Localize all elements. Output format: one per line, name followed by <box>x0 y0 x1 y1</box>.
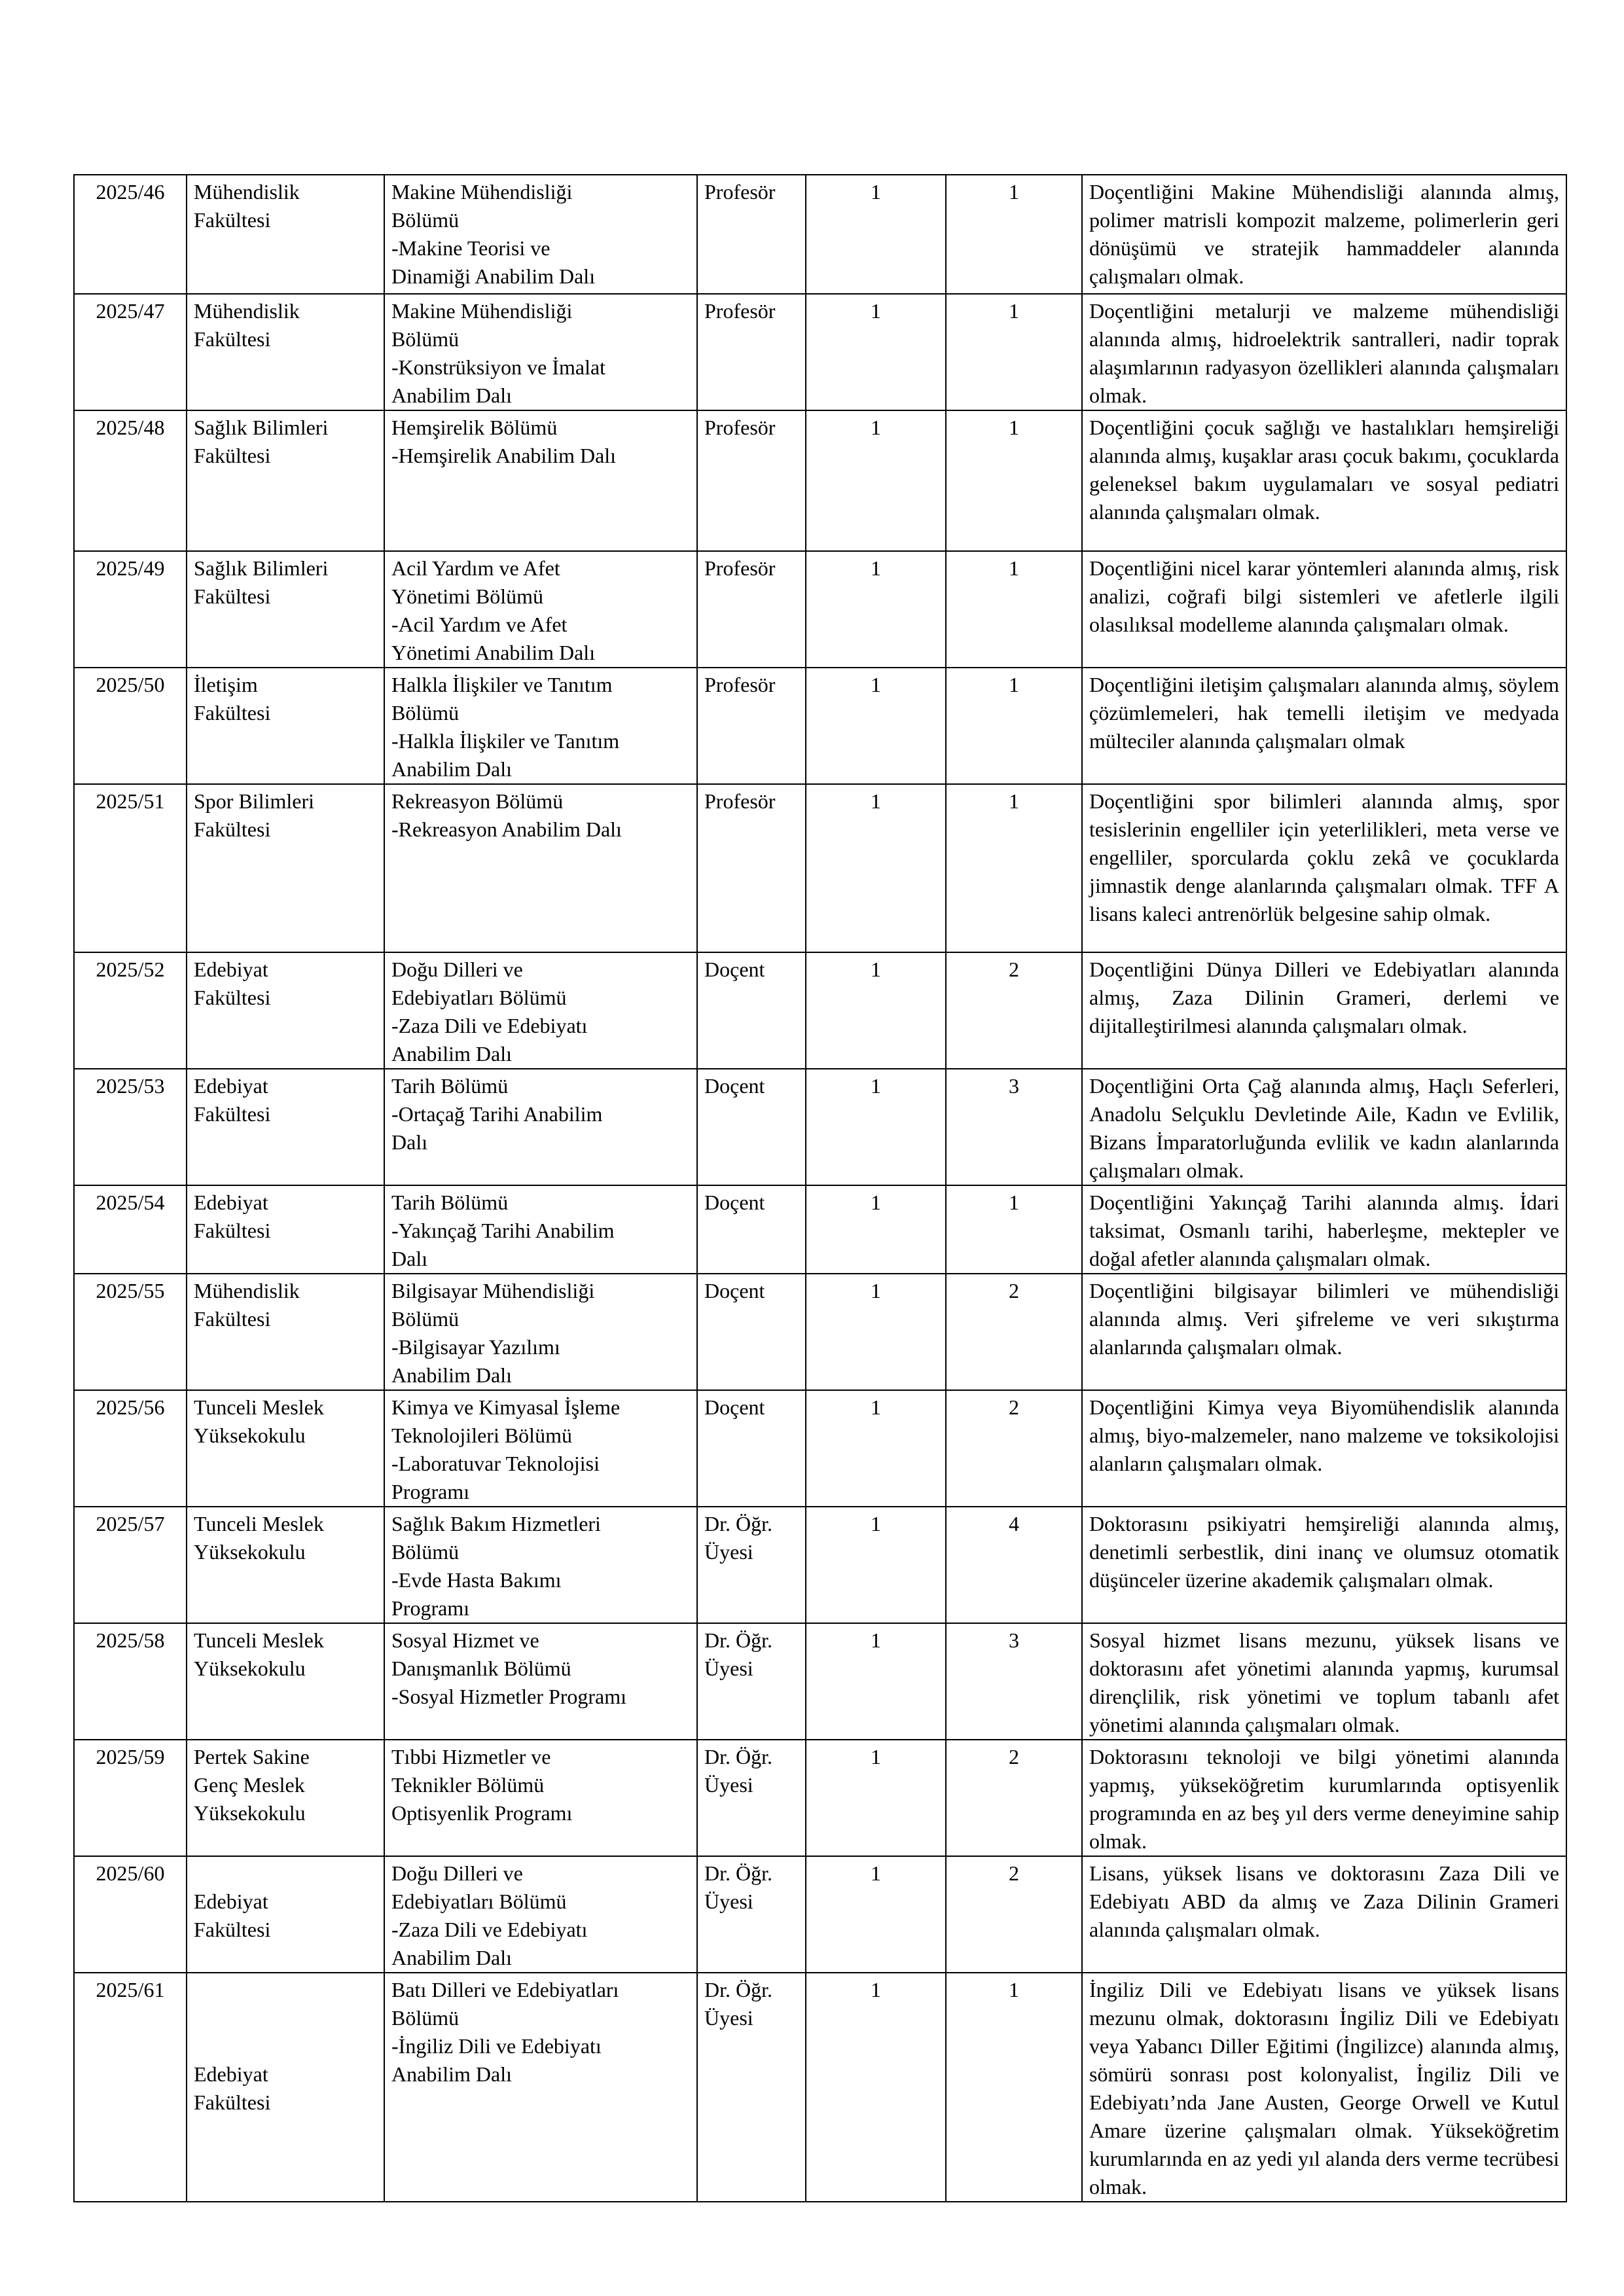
department-line: Bölümü <box>391 1307 460 1331</box>
department-line: Makine Mühendisliği <box>391 299 573 323</box>
position-points: 3 <box>946 1623 1082 1740</box>
position-points: 1 <box>946 1973 1082 2202</box>
department-name <box>384 1390 697 1507</box>
table-row <box>74 1740 1566 1856</box>
department-line: Bölümü <box>391 327 460 351</box>
title-line: Üyesi <box>704 2006 753 2030</box>
position-requirements: Doçentliğini metalurji ve malzeme mühendisliği alanında almış, hidroelektrik santralleri, nadir toprak alaşımlarının radyasyon özellikleri alanında çalışmaları olmak. <box>1082 294 1566 410</box>
department-name <box>384 551 697 668</box>
position-requirements: Doçentliğini nicel karar yöntemleri alanında almış, risk analizi, coğrafi bilgi sistemleri ve afetlerle ilgili olasılıksal modelleme alanında çalışmaları olmak. <box>1082 551 1566 668</box>
department-line: Bölümü <box>391 208 460 232</box>
faculty-line: Tunceli Meslek <box>194 1628 324 1652</box>
position-code: 2025/58 <box>74 1623 187 1740</box>
table-row <box>74 952 1566 1069</box>
faculty-line: Fakültesi <box>194 1102 271 1126</box>
department-line: Bölümü <box>391 2006 460 2030</box>
position-points: 2 <box>946 1740 1082 1856</box>
faculty-line: Yüksekokulu <box>194 1540 306 1564</box>
position-requirements: Doçentliğini Yakınçağ Tarihi alanında almış. İdari taksimat, Osmanlı tarihi, haberleşme, mektepler ve doğal afetler alanında çalışmaları olmak. <box>1082 1185 1566 1274</box>
department-line: Dalı <box>391 1247 428 1270</box>
department-line: Edebiyatları Bölümü <box>391 986 567 1009</box>
faculty-line: Edebiyat <box>194 1890 268 1913</box>
faculty-line: Tunceli Meslek <box>194 1395 324 1419</box>
table-row <box>74 668 1566 784</box>
department-line: -Evde Hasta Bakımı <box>391 1568 562 1592</box>
title-line: Dr. Öğr. <box>704 1745 772 1768</box>
title-line: Üyesi <box>704 1540 753 1564</box>
department-line: -Laboratuvar Teknolojisi <box>391 1452 600 1475</box>
department-line: -Zaza Dili ve Edebiyatı <box>391 1918 588 1941</box>
academic-title <box>697 1973 806 2202</box>
faculty-name <box>187 1069 384 1185</box>
department-line: -Bilgisayar Yazılımı <box>391 1335 560 1359</box>
faculty-line: Fakültesi <box>194 817 271 841</box>
faculty-name <box>187 1185 384 1274</box>
title-line: Üyesi <box>704 1657 753 1680</box>
table-row <box>74 1856 1566 1973</box>
faculty-line: Sağlık Bilimleri <box>194 556 329 580</box>
department-line: Tıbbi Hizmetler ve <box>391 1745 551 1768</box>
faculty-line: Fakültesi <box>194 584 271 608</box>
position-code: 2025/47 <box>74 294 187 410</box>
faculty-line: Mühendislik <box>194 180 300 204</box>
faculty-line: Genç Meslek <box>194 1773 305 1797</box>
faculty-name <box>187 1623 384 1740</box>
position-count: 1 <box>806 175 946 294</box>
position-requirements: Doçentliğini çocuk sağlığı ve hastalıkları hemşireliği alanında almış, kuşaklar arası çocuk bakımı, çocuklarda geleneksel bakım uygulamaları ve sosyal pediatri alanında çalışmaları olmak. <box>1082 410 1566 551</box>
department-line: Anabilim Dalı <box>391 1946 512 1969</box>
academic-title <box>697 294 806 410</box>
department-line: -Zaza Dili ve Edebiyatı <box>391 1014 588 1037</box>
table-row <box>74 1507 1566 1623</box>
academic-title <box>697 1507 806 1623</box>
department-line: Anabilim Dalı <box>391 757 512 781</box>
department-line: -Sosyal Hizmetler Programı <box>391 1685 627 1708</box>
title-line: Doçent <box>704 958 765 981</box>
position-code: 2025/49 <box>74 551 187 668</box>
position-requirements: Doçentliğini iletişim çalışmaları alanında almış, söylem çözümlemeleri, hak temelli iletişim ve medyada mülteciler alanında çalışmaları olmak <box>1082 668 1566 784</box>
position-points: 3 <box>946 1069 1082 1185</box>
position-points: 1 <box>946 551 1082 668</box>
position-count: 1 <box>806 1069 946 1185</box>
faculty-line: Fakültesi <box>194 701 271 725</box>
department-line: -Ortaçağ Tarihi Anabilim <box>391 1102 603 1126</box>
position-requirements: Doçentliğini bilgisayar bilimleri ve mühendisliği alanında almış. Veri şifreleme ve veri sıkıştırma alanlarında çalışmaları olmak. <box>1082 1274 1566 1390</box>
academic-title <box>697 1274 806 1390</box>
position-points: 1 <box>946 294 1082 410</box>
faculty-line: İletişim <box>194 673 258 696</box>
department-line: Dalı <box>391 1130 428 1154</box>
department-name <box>384 1623 697 1740</box>
faculty-name <box>187 175 384 294</box>
department-name <box>384 1185 697 1274</box>
department-line: -Konstrüksiyon ve İmalat <box>391 355 606 379</box>
position-count: 1 <box>806 1856 946 1973</box>
title-line: Doçent <box>704 1074 765 1098</box>
department-name <box>384 1973 697 2202</box>
faculty-name <box>187 410 384 551</box>
position-requirements: Doçentliğini spor bilimleri alanında almış, spor tesislerinin engelliler için yeterlilikleri, meta verse ve engelliler, sporcularda çoklu zekâ ve çocuklarda jimnastik denge alanlarında çalışmaları olmak. TFF A lisans kaleci antrenörlük belgesine sahip olmak. <box>1082 784 1566 952</box>
position-count: 1 <box>806 1274 946 1390</box>
table-row <box>74 1390 1566 1507</box>
faculty-name <box>187 952 384 1069</box>
department-line: Acil Yardım ve Afet <box>391 556 560 580</box>
position-count: 1 <box>806 410 946 551</box>
position-code: 2025/61 <box>74 1973 187 2202</box>
department-line: Bölümü <box>391 1540 460 1564</box>
department-line: Batı Dilleri ve Edebiyatları <box>391 1978 619 2001</box>
title-line: Dr. Öğr. <box>704 1978 772 2001</box>
department-name <box>384 952 697 1069</box>
academic-title <box>697 175 806 294</box>
position-count: 1 <box>806 294 946 410</box>
position-requirements: İngiliz Dili ve Edebiyatı lisans ve yüksek lisans mezunu olmak, doktorasını İngiliz Dili ve Edebiyatı veya Yabancı Diller Eğitimi (İngilizce) alanında almış, sömürü sonrası post kolonyalist, İngiliz Dili ve Edebiyatı’nda Jane Austen, George Orwell ve Kutul Amare üzerine çalışmaları olmak. Yükseköğretim kurumlarında en az yedi yıl alanda ders verme tecrübesi olmak. <box>1082 1973 1566 2202</box>
position-code: 2025/53 <box>74 1069 187 1185</box>
faculty-line: Spor Bilimleri <box>194 789 314 813</box>
department-name <box>384 784 697 952</box>
faculty-name <box>187 294 384 410</box>
faculty-line: Fakültesi <box>194 1307 271 1331</box>
department-line: Teknikler Bölümü <box>391 1773 545 1797</box>
faculty-name <box>187 1390 384 1507</box>
department-name <box>384 1856 697 1973</box>
department-name <box>384 1507 697 1623</box>
position-points: 1 <box>946 784 1082 952</box>
position-code: 2025/48 <box>74 410 187 551</box>
faculty-line: Tunceli Meslek <box>194 1512 324 1535</box>
department-line: Yönetimi Bölümü <box>391 584 543 608</box>
table-row <box>74 175 1566 294</box>
department-line: Optisyenlik Programı <box>391 1801 573 1825</box>
title-line: Profesör <box>704 673 776 696</box>
faculty-line: Fakültesi <box>194 1219 271 1242</box>
title-line: Profesör <box>704 789 776 813</box>
position-points: 1 <box>946 668 1082 784</box>
position-points: 2 <box>946 1274 1082 1390</box>
position-count: 1 <box>806 1185 946 1274</box>
position-code: 2025/55 <box>74 1274 187 1390</box>
position-count: 1 <box>806 1390 946 1507</box>
position-code: 2025/46 <box>74 175 187 294</box>
title-line: Dr. Öğr. <box>704 1861 772 1885</box>
faculty-line: Fakültesi <box>194 2090 271 2114</box>
staff-positions-table <box>73 174 1567 2202</box>
faculty-line: Mühendislik <box>194 299 300 323</box>
table-row <box>74 551 1566 668</box>
faculty-name <box>187 668 384 784</box>
title-line: Dr. Öğr. <box>704 1512 772 1535</box>
department-line: Sağlık Bakım Hizmetleri <box>391 1512 601 1535</box>
academic-title <box>697 1623 806 1740</box>
faculty-name <box>187 551 384 668</box>
title-line: Doçent <box>704 1191 765 1214</box>
faculty-line: Yüksekokulu <box>194 1424 306 1447</box>
position-points: 2 <box>946 952 1082 1069</box>
position-requirements: Doçentliğini Makine Mühendisliği alanında almış, polimer matrisli kompozit malzeme, polimerlerin geri dönüşümü ve stratejik hammaddeler alanında çalışmaları olmak. <box>1082 175 1566 294</box>
department-line: Programı <box>391 1596 470 1620</box>
position-requirements: Doçentliğini Kimya veya Biyomühendislik alanında almış, biyo-malzemeler, nano malzeme ve toksikolojisi alanların çalışmaları olmak. <box>1082 1390 1566 1507</box>
department-line: -İngiliz Dili ve Edebiyatı <box>391 2034 602 2058</box>
table-row <box>74 1973 1566 2202</box>
department-line: Bilgisayar Mühendisliği <box>391 1279 595 1302</box>
title-line: Profesör <box>704 180 776 204</box>
department-line: Hemşirelik Bölümü <box>391 416 558 439</box>
position-count: 1 <box>806 784 946 952</box>
faculty-line: Pertek Sakine <box>194 1745 310 1768</box>
department-name <box>384 1740 697 1856</box>
department-line: Anabilim Dalı <box>391 384 512 407</box>
department-line: Programı <box>391 1480 470 1503</box>
position-code: 2025/51 <box>74 784 187 952</box>
table-row <box>74 294 1566 410</box>
position-requirements: Doçentliğini Dünya Dilleri ve Edebiyatları alanında almış, Zaza Dilinin Grameri, derlemi ve dijitalleştirilmesi alanında çalışmaları olmak. <box>1082 952 1566 1069</box>
department-name <box>384 294 697 410</box>
department-line: Edebiyatları Bölümü <box>391 1890 567 1913</box>
department-line: -Rekreasyon Anabilim Dalı <box>391 817 622 841</box>
department-line: -Acil Yardım ve Afet <box>391 613 568 636</box>
academic-title <box>697 784 806 952</box>
faculty-name <box>187 1856 384 1973</box>
faculty-line: Sağlık Bilimleri <box>194 416 329 439</box>
position-count: 1 <box>806 551 946 668</box>
department-line: Danışmanlık Bölümü <box>391 1657 571 1680</box>
position-points: 4 <box>946 1507 1082 1623</box>
faculty-line: Fakültesi <box>194 444 271 467</box>
faculty-name <box>187 784 384 952</box>
faculty-line: Yüksekokulu <box>194 1657 306 1680</box>
faculty-name <box>187 1973 384 2202</box>
title-line: Profesör <box>704 556 776 580</box>
position-requirements: Doçentliğini Orta Çağ alanında almış, Haçlı Seferleri, Anadolu Selçuklu Devletinde Aile, Kadın ve Evlilik, Bizans İmparatorluğunda evlilik ve kadın alanlarında çalışmaları olmak. <box>1082 1069 1566 1185</box>
position-points: 1 <box>946 410 1082 551</box>
faculty-line: Fakültesi <box>194 986 271 1009</box>
faculty-line: Fakültesi <box>194 327 271 351</box>
faculty-line: Edebiyat <box>194 1074 268 1098</box>
faculty-line: Edebiyat <box>194 2062 268 2086</box>
table-row <box>74 1623 1566 1740</box>
academic-title <box>697 1740 806 1856</box>
department-line: Halkla İlişkiler ve Tanıtım <box>391 673 613 696</box>
department-line: Anabilim Dalı <box>391 1363 512 1387</box>
position-code: 2025/59 <box>74 1740 187 1856</box>
department-name <box>384 668 697 784</box>
academic-title <box>697 410 806 551</box>
table-row <box>74 1185 1566 1274</box>
department-line: Rekreasyon Bölümü <box>391 789 564 813</box>
faculty-name <box>187 1274 384 1390</box>
position-code: 2025/54 <box>74 1185 187 1274</box>
department-name <box>384 1274 697 1390</box>
faculty-line: Edebiyat <box>194 1191 268 1214</box>
department-name <box>384 410 697 551</box>
department-line: Kimya ve Kimyasal İşleme <box>391 1395 621 1419</box>
position-requirements: Sosyal hizmet lisans mezunu, yüksek lisans ve doktorasını afet yönetimi alanında yapmış, kurumsal dirençlilik, risk yönetimi ve toplum tabanlı afet yönetimi alanında çalışmaları olmak. <box>1082 1623 1566 1740</box>
faculty-line: Edebiyat <box>194 958 268 981</box>
department-line: Makine Mühendisliği <box>391 180 573 204</box>
department-line: Anabilim Dalı <box>391 2062 512 2086</box>
department-name <box>384 175 697 294</box>
title-line: Üyesi <box>704 1773 753 1797</box>
title-line: Doçent <box>704 1395 765 1419</box>
academic-title <box>697 1069 806 1185</box>
faculty-line: Fakültesi <box>194 208 271 232</box>
table-row <box>74 1069 1566 1185</box>
position-count: 1 <box>806 668 946 784</box>
department-line: -Makine Teorisi ve <box>391 236 550 260</box>
faculty-line: Mühendislik <box>194 1279 300 1302</box>
table-row <box>74 410 1566 551</box>
position-code: 2025/57 <box>74 1507 187 1623</box>
academic-title <box>697 1390 806 1507</box>
department-line: Bölümü <box>391 701 460 725</box>
position-points: 1 <box>946 175 1082 294</box>
department-name <box>384 1069 697 1185</box>
title-line: Doçent <box>704 1279 765 1302</box>
academic-title <box>697 1856 806 1973</box>
department-line: Yönetimi Anabilim Dalı <box>391 641 596 664</box>
position-points: 1 <box>946 1185 1082 1274</box>
table-body <box>74 175 1566 2202</box>
position-count: 1 <box>806 1740 946 1856</box>
faculty-name <box>187 1740 384 1856</box>
position-count: 1 <box>806 1623 946 1740</box>
table-row <box>74 1274 1566 1390</box>
academic-title <box>697 551 806 668</box>
table-row <box>74 784 1566 952</box>
department-line: Doğu Dilleri ve <box>391 958 523 981</box>
faculty-line: Fakültesi <box>194 1918 271 1941</box>
department-line: -Hemşirelik Anabilim Dalı <box>391 444 617 467</box>
position-code: 2025/60 <box>74 1856 187 1973</box>
department-line: Dinamiği Anabilim Dalı <box>391 264 596 288</box>
academic-title <box>697 668 806 784</box>
department-line: Anabilim Dalı <box>391 1042 512 1066</box>
position-code: 2025/50 <box>74 668 187 784</box>
title-line: Üyesi <box>704 1890 753 1913</box>
position-count: 1 <box>806 1973 946 2202</box>
position-points: 2 <box>946 1856 1082 1973</box>
department-line: Teknolojileri Bölümü <box>391 1424 572 1447</box>
position-points: 2 <box>946 1390 1082 1507</box>
title-line: Dr. Öğr. <box>704 1628 772 1652</box>
position-count: 1 <box>806 1507 946 1623</box>
position-code: 2025/56 <box>74 1390 187 1507</box>
position-count: 1 <box>806 952 946 1069</box>
department-line: -Yakınçağ Tarihi Anabilim <box>391 1219 615 1242</box>
position-requirements: Doktorasını teknoloji ve bilgi yönetimi alanında yapmış, yükseköğretim kurumlarında optisyenlik programında en az beş yıl ders verme deneyimine sahip olmak. <box>1082 1740 1566 1856</box>
faculty-name <box>187 1507 384 1623</box>
department-line: Doğu Dilleri ve <box>391 1861 523 1885</box>
position-code: 2025/52 <box>74 952 187 1069</box>
academic-title <box>697 1185 806 1274</box>
academic-title <box>697 952 806 1069</box>
position-requirements: Doktorasını psikiyatri hemşireliği alanında almış, denetimli serbestlik, dini inanç ve olumsuz otomatik düşünceler üzerine akademik çalışmaları olmak. <box>1082 1507 1566 1623</box>
faculty-line: Yüksekokulu <box>194 1801 306 1825</box>
department-line: Tarih Bölümü <box>391 1074 509 1098</box>
title-line: Profesör <box>704 299 776 323</box>
title-line: Profesör <box>704 416 776 439</box>
department-line: Tarih Bölümü <box>391 1191 509 1214</box>
department-line: -Halkla İlişkiler ve Tanıtım <box>391 729 620 753</box>
department-line: Sosyal Hizmet ve <box>391 1628 539 1652</box>
position-requirements: Lisans, yüksek lisans ve doktorasını Zaza Dili ve Edebiyatı ABD da almış ve Zaza Dilinin Grameri alanında çalışmaları olmak. <box>1082 1856 1566 1973</box>
